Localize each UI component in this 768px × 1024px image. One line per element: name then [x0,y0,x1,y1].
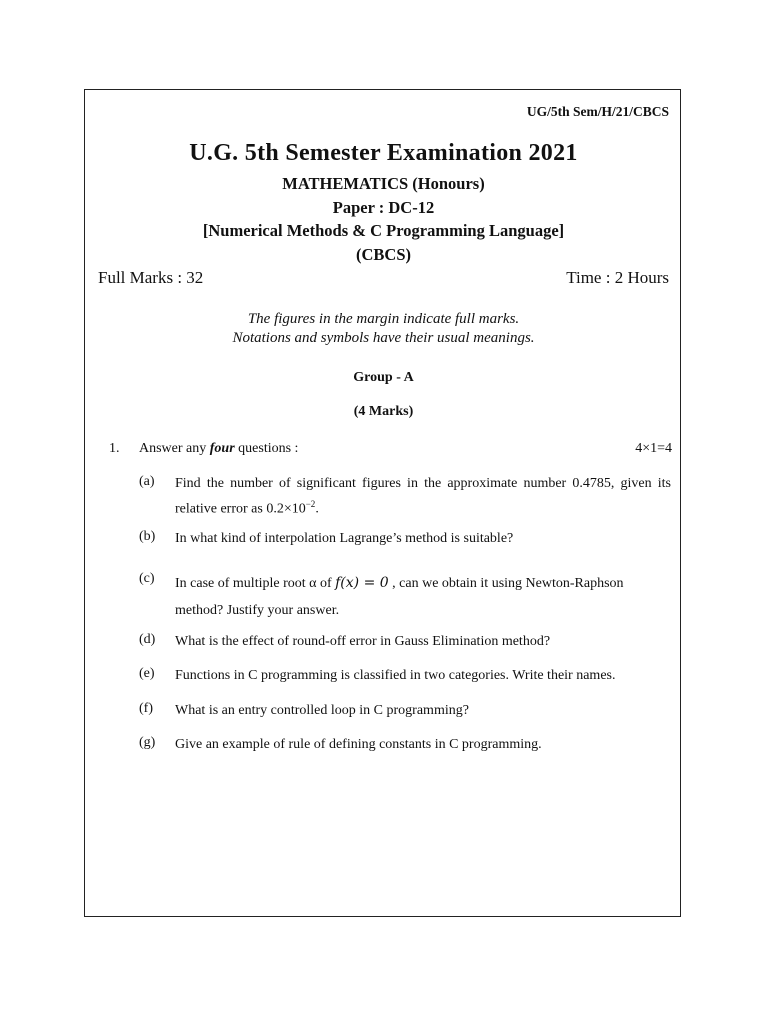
question-emphasis: four [209,441,235,456]
full-marks: Full Marks : 32 [98,268,204,287]
paper-line: Paper : DC-12 [332,198,435,217]
exam-title: U.G. 5th Semester Examination 2021 [189,140,578,166]
part-b-text: In what kind of interpolation Lagrange’s method is suitable? [175,531,514,546]
part-e-text: Functions in C programming is classified in two categories. Write their names. [175,668,616,683]
question-prefix: Answer any [139,441,210,456]
question-number: 1. [109,441,120,456]
part-d-text: What is the effect of round-off error in Gauss Elimination method? [175,634,551,649]
part-c-before: In case of multiple root α of [175,576,336,591]
part-c-math: f(x) = 0 [335,575,389,591]
time-allowed: Time : 2 Hours [566,268,669,287]
part-a-text [175,474,671,520]
group-marks: (4 Marks) [353,404,414,419]
part-c-label: (c) [139,571,155,586]
part-a-tail: . [315,501,319,517]
question-suffix: questions : [234,441,299,456]
part-a-exponent: −2 [305,499,316,509]
group-heading: Group - A [353,370,414,385]
part-a-label: (a) [139,474,155,489]
part-f-text: What is an entry controlled loop in C programming? [175,703,469,718]
part-g-label: (g) [139,735,156,750]
part-a-body: Find the number of significant figures in the approximate number 0.4785, given its relative error as 0.2×10 [175,476,671,517]
part-d-label: (d) [139,632,156,647]
paper-code: UG/5th Sem/H/21/CBCS [526,104,669,119]
question-marks: 4×1=4 [635,441,672,456]
part-c-after: , can we obtain it using Newton-Raphson method? Justify your answer. [175,576,624,618]
part-e-label: (e) [139,666,155,681]
exam-page-frame [84,89,681,917]
part-b-label: (b) [139,529,156,544]
part-c-text [175,570,671,624]
instruction-note-1: The figures in the margin indicate full marks. [247,311,520,327]
scheme-line: (CBCS) [355,245,411,264]
subject-line: MATHEMATICS (Honours) [282,174,485,193]
instruction-note-2: Notations and symbols have their usual meanings. [232,330,535,346]
part-f-label: (f) [139,701,153,716]
part-g-text: Give an example of rule of defining constants in C programming. [175,737,542,752]
question-instruction [139,441,298,457]
course-line: [Numerical Methods & C Programming Language] [202,221,565,240]
